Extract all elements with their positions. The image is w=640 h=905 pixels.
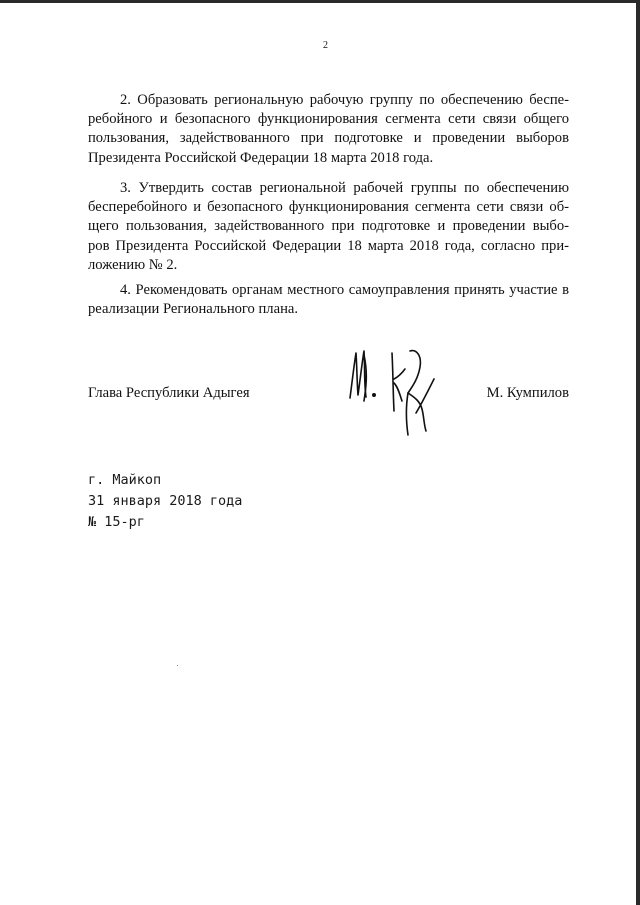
stamp-city: г. Майкоп <box>88 472 162 488</box>
paragraph-line: бесперебойного и безопасного функционирования сегмента сети связи об- <box>88 199 569 216</box>
paragraph-line: ров Президента Российской Федерации 18 марта 2018 года, согласно при- <box>88 237 569 254</box>
paragraph-line: ложению № 2. <box>88 256 178 273</box>
page-edge-top <box>0 0 640 3</box>
paragraph-line: ребойного и безопасного функционирования сегмента сети связи общего <box>88 111 569 128</box>
paragraph-4 <box>88 281 569 319</box>
paragraph-2 <box>88 91 569 168</box>
stamp-number: № 15-рг <box>88 514 145 530</box>
document-stamp <box>88 470 242 533</box>
handwritten-signature <box>342 343 442 438</box>
paragraph-line: пользования, задействованного при подготовке и проведении выборов <box>88 130 569 147</box>
page-edge-right <box>636 0 640 905</box>
paragraph-line: реализации Регионального плана. <box>88 301 298 318</box>
stamp-date: 31 января 2018 года <box>88 493 243 509</box>
signatory-title: Глава Республики Адыгея <box>88 385 250 401</box>
paragraph-line: Президента Российской Федерации 18 марта 2018 года. <box>88 149 434 166</box>
signatory-name: М. Кумпилов <box>486 385 569 401</box>
paragraph-3 <box>88 179 569 275</box>
paragraph-line: 3. Утвердить состав региональной рабочей группы по обеспечению <box>120 180 569 196</box>
paragraph-line: 2. Образовать региональную рабочую группу по обеспечению беспе- <box>120 92 569 108</box>
page-number: 2 <box>323 40 328 51</box>
scan-speck <box>177 665 178 666</box>
paragraph-line: щего пользования, задействованного при подготовке и проведении выбо- <box>88 218 569 235</box>
paragraph-line: 4. Рекомендовать органам местного самоуправления принять участие в <box>120 282 569 298</box>
